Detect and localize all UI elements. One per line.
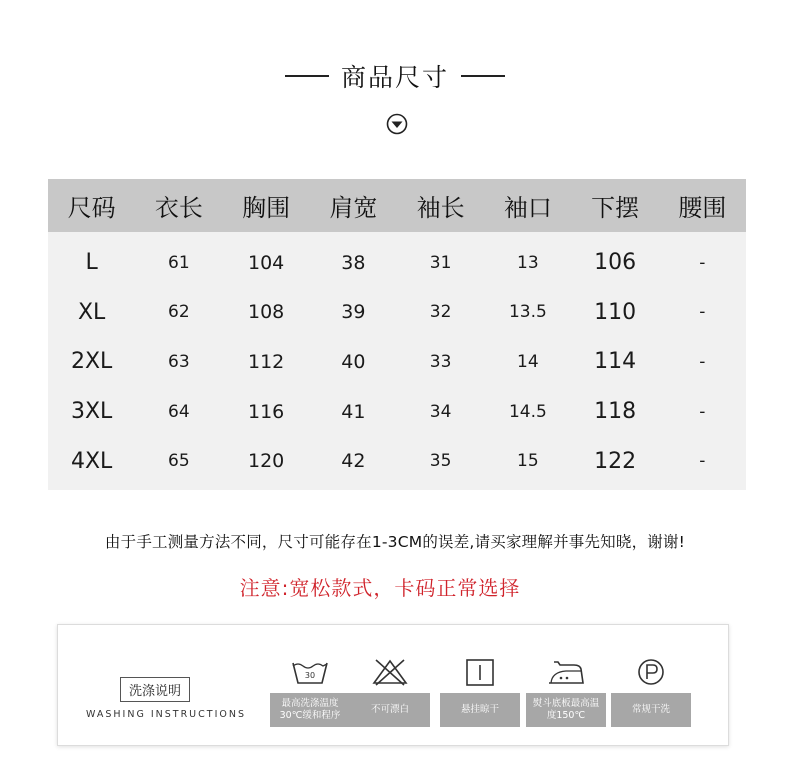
cell-waist: - <box>699 302 706 323</box>
cell-hem: 118 <box>594 399 637 425</box>
cell-sleeve-length: 35 <box>429 451 452 472</box>
washing-label: 洗涤说明 <box>120 677 190 702</box>
cell-size: 2XL <box>70 349 113 375</box>
fit-warning: 注意:宽松款式，卡码正常选择 <box>239 576 521 600</box>
table-body <box>48 232 746 490</box>
measurement-note: 由于手工测量方法不同，尺寸可能存在1-3CM的误差,请买家理解并事先知晓，谢谢! <box>104 533 686 551</box>
care-caption: 悬挂晾干 <box>440 693 520 727</box>
cell-length: 64 <box>168 401 190 422</box>
cell-size: L <box>85 250 98 276</box>
wash-tub-30-icon <box>290 657 330 687</box>
cell-sleeve-length: 34 <box>429 401 452 422</box>
cell-shoulder: 41 <box>341 400 366 423</box>
cell-shoulder: 38 <box>341 251 366 274</box>
cell-length: 62 <box>168 302 190 323</box>
cell-waist: - <box>699 401 706 422</box>
cell-waist: - <box>699 451 706 472</box>
cell-chest: 112 <box>247 350 285 373</box>
cell-hem: 110 <box>594 299 637 325</box>
care-caption: 不可漂白 <box>350 693 430 727</box>
washing-instructions-panel <box>57 624 729 746</box>
table-row <box>48 387 746 437</box>
cell-shoulder: 42 <box>341 450 366 473</box>
header-sleeve-length: 袖长 <box>416 194 465 222</box>
header-length: 衣长 <box>154 194 203 222</box>
care-item-iron <box>526 657 606 727</box>
chevron-down-circle-icon <box>386 113 408 135</box>
cell-cuff: 13 <box>517 252 539 273</box>
hang-dry-icon <box>460 657 500 687</box>
header-cuff: 袖口 <box>503 194 552 222</box>
title-left-rule <box>285 75 329 77</box>
cell-hem: 106 <box>594 250 637 276</box>
cell-sleeve-length: 31 <box>429 252 452 273</box>
care-caption: 常规干洗 <box>611 693 691 727</box>
care-item-dry-clean <box>611 657 691 727</box>
cell-cuff: 14.5 <box>508 401 547 422</box>
cell-chest: 116 <box>247 400 285 423</box>
care-caption: 最高洗涤温度30℃缓和程序 <box>270 693 350 727</box>
cell-shoulder: 39 <box>341 301 366 324</box>
table-row <box>48 288 746 338</box>
title-row <box>0 58 790 94</box>
header-waist: 腰围 <box>678 194 727 222</box>
cell-length: 65 <box>168 451 190 472</box>
cell-chest: 120 <box>247 450 285 473</box>
cell-waist: - <box>699 252 706 273</box>
cell-chest: 108 <box>247 301 285 324</box>
cell-cuff: 15 <box>517 451 539 472</box>
cell-waist: - <box>699 351 706 372</box>
wash-temp-label: 30 <box>304 671 316 680</box>
cell-length: 61 <box>168 252 190 273</box>
no-bleach-icon <box>370 657 410 687</box>
iron-icon <box>546 657 586 687</box>
header-shoulder: 肩宽 <box>329 194 378 222</box>
dry-clean-p-icon <box>631 657 671 687</box>
table-row <box>48 238 746 288</box>
cell-size: 4XL <box>70 448 113 474</box>
cell-chest: 104 <box>247 251 285 274</box>
care-caption: 熨斗底板最高温度150℃ <box>526 693 606 727</box>
washing-subtitle: WASHING INSTRUCTIONS <box>86 709 246 720</box>
header-size: 尺码 <box>67 194 116 222</box>
size-table <box>48 179 746 490</box>
cell-size: XL <box>77 299 106 325</box>
cell-length: 63 <box>168 351 190 372</box>
table-row <box>48 436 746 486</box>
header-chest: 胸围 <box>242 194 291 222</box>
cell-sleeve-length: 32 <box>429 302 452 323</box>
page-title: 商品尺寸 <box>340 63 449 92</box>
table-row <box>48 337 746 387</box>
header-hem: 下摆 <box>591 194 640 222</box>
care-item-wash <box>270 657 350 727</box>
cell-shoulder: 40 <box>341 350 366 373</box>
cell-hem: 114 <box>594 349 637 375</box>
cell-cuff: 14 <box>517 351 539 372</box>
cell-hem: 122 <box>594 448 637 474</box>
cell-cuff: 13.5 <box>508 302 547 323</box>
care-item-bleach <box>350 657 430 727</box>
title-right-rule <box>461 75 505 77</box>
table-header <box>48 179 746 232</box>
cell-sleeve-length: 33 <box>429 351 452 372</box>
care-item-dry <box>440 657 520 727</box>
cell-size: 3XL <box>70 399 113 425</box>
